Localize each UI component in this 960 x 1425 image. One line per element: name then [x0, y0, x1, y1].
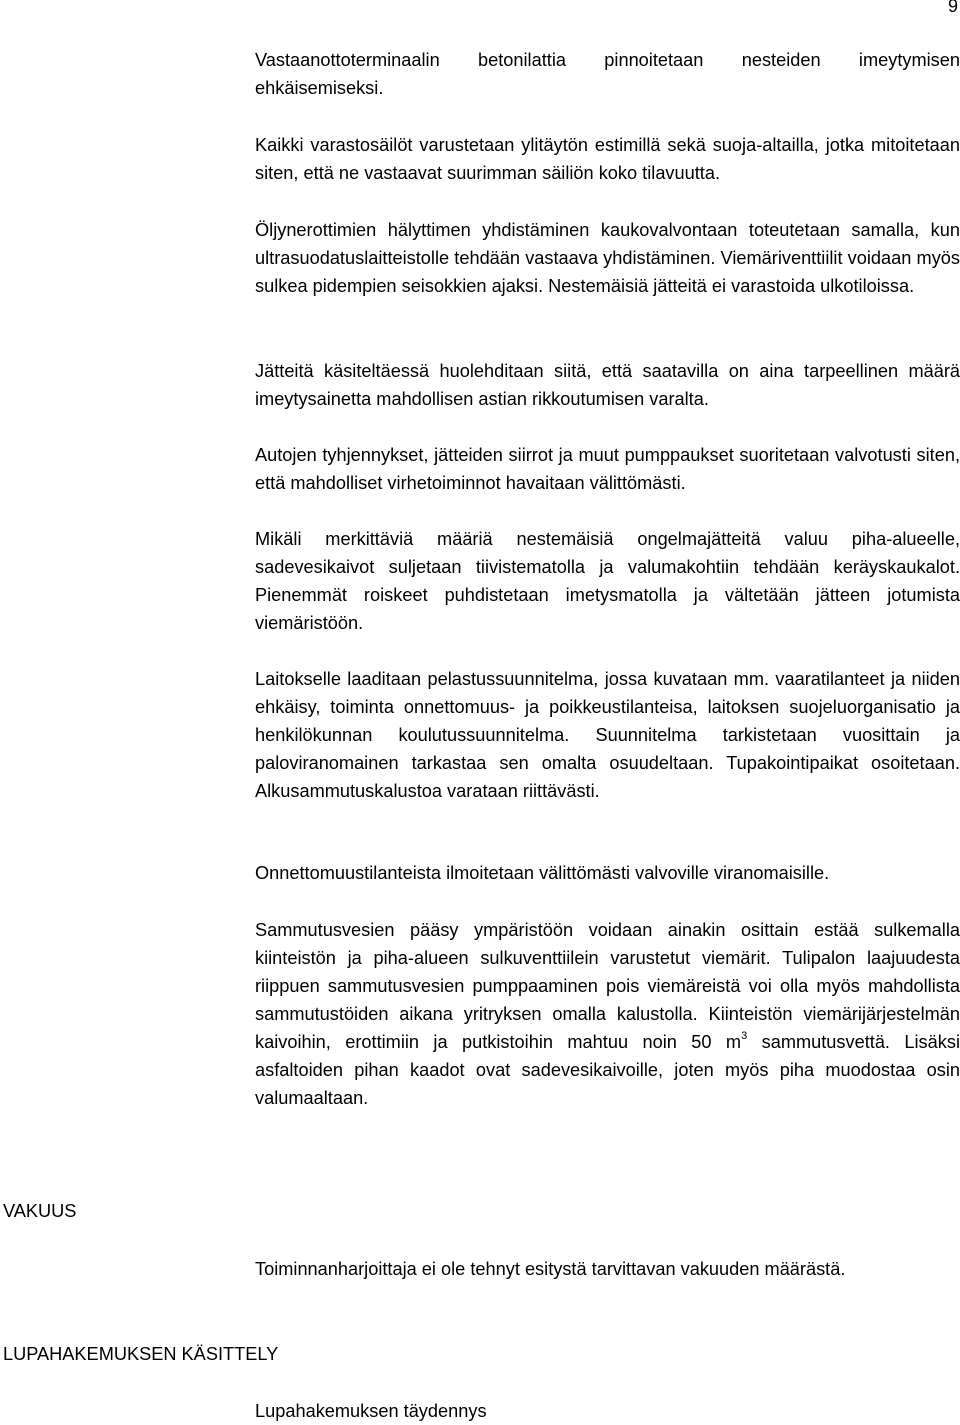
- extinguishing-text-part-1: Sammutusvesien pääsy ympäristöön voidaan ainakin osittain estää sulkemalla kiinteistön ja piha-alueen sulkuventtiilein varustetut viemärit. Tulipalon laajuudesta riippuen sammutusvesien pumppaaminen pois viemäreistä voi olla myös mahdollista sammutustöiden aikana yritryksen omalla kalustolla. Kiinteistön viemärijärjestelmän kaivoihin, erottimiin ja putkistoihin mahtuu noin 50 m: [255, 920, 960, 1052]
- paragraph-floor-coating: Vastaanottoterminaalin betonilattia pinnoitetaan nesteiden imeytymisen ehkäisemiseksi.: [255, 50, 960, 98]
- paragraph-extinguishing-water: [255, 916, 960, 1112]
- page-number: 9: [947, 0, 958, 16]
- paragraph-accident-reporting: Onnettomuustilanteista ilmoitetaan välittömästi valvoville viranomaisille.: [255, 863, 830, 883]
- paragraph-oil-separators: Öljynerottimien hälyttimen yhdistäminen kaukovalvontaan toteutetaan samalla, kun ultrasuodatuslaitteistolle tehdään vastaava yhdistäminen. Viemäriventtiilit voidaan myös sulkea pidempien seisokkien ajaksi. Nestemäisiä jätteitä ei varastoida ulkotiloissa.: [255, 220, 960, 296]
- paragraph-vakuus: Toiminnanharjoittaja ei ole tehnyt esitystä tarvittavan vakuuden määrästä.: [255, 1259, 846, 1279]
- paragraph-spills: Mikäli merkittäviä määriä nestemäisiä ongelmajätteitä valuu piha-alueelle, sadevesikaivot suljetaan tiivistematolla ja valumakohtiin tehdään keräyskaukalot. Pienemmät roiskeet puhdistetaan imetysmatolla ja vältetään jätteen jotumista viemäristöön.: [255, 529, 960, 633]
- paragraph-rescue-plan: Laitokselle laaditaan pelastussuunnitelma, jossa kuvataan mm. vaaratilanteet ja niiden ehkäisy, toiminta onnettomuus- ja poikkeustilanteisa, laitoksen suojeluorganisatio ja henkilökunnan koulutussuunnitelma. Suunnitelma tarkistetaan vuosittain ja paloviranomainen tarkastaa sen omalta osuudeltaan. Tupakointipaikat osoitetaan. Alkusammutuskalustoa varataan riittävästi.: [255, 669, 960, 801]
- paragraph-storage-tanks: Kaikki varastosäilöt varustetaan ylitäytön estimillä sekä suoja-altailla, jotka mitoitetaan siten, että ne vastaavat suurimman säiliön koko tilavuutta.: [255, 135, 960, 183]
- cubic-superscript: 3: [741, 1029, 748, 1042]
- extinguishing-text-part-2: sammutusvettä. Lisäksi asfaltoiden pihan kaadot ovat sadevesikaivoille, joten myös piha muodostaa osin valumaaltaan.: [255, 1032, 960, 1108]
- section-heading-vakuus: VAKUUS: [3, 1201, 77, 1221]
- paragraph-lupahakemus: Lupahakemuksen täydennys: [255, 1401, 487, 1421]
- paragraph-pumping: Autojen tyhjennykset, jätteiden siirrot ja muut pumppaukset suoritetaan valvotusti siten, että mahdolliset virhetoiminnot havaitaan välittömästi.: [255, 445, 960, 493]
- paragraph-absorbent: Jätteitä käsiteltäessä huolehditaan siitä, että saatavilla on aina tarpeellinen määrä imeytysainetta mahdollisen astian rikkoutumisen varalta.: [255, 361, 960, 409]
- section-heading-lupahakemus: LUPAHAKEMUKSEN KÄSITTELY: [3, 1344, 279, 1364]
